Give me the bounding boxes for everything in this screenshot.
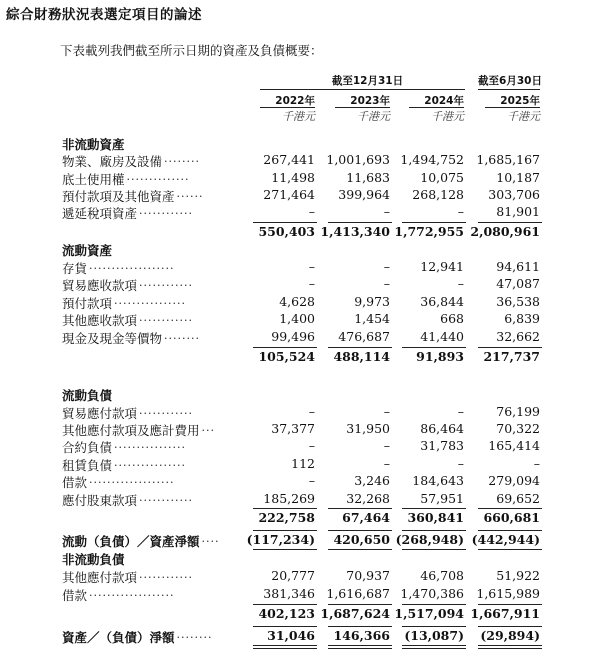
row-value: 36,538	[496, 294, 540, 309]
row-value: 1,470,386	[400, 586, 464, 601]
table-row	[0, 294, 607, 311]
section-header-row	[0, 386, 607, 403]
row-label: 非流動負債	[62, 552, 125, 567]
row-leader-dots: ...	[201, 421, 216, 434]
row-leader-dots: ...................	[89, 259, 175, 272]
row-value: 32,268	[346, 491, 390, 506]
row-value: 1,001,693	[326, 152, 390, 167]
subtotal-top-rule	[328, 604, 392, 605]
row-value: –	[308, 404, 315, 419]
row-value: 105,524	[258, 349, 315, 364]
subtotal-top-rule	[478, 508, 542, 509]
row-value: 303,706	[488, 187, 540, 202]
column-year: 2022年	[275, 95, 315, 107]
row-label: 租賃負債	[62, 458, 113, 473]
row-value: –	[533, 456, 540, 471]
row-label: 其他應付款項	[62, 570, 138, 585]
row-value: 11,683	[346, 170, 390, 185]
row-value: (268,948)	[395, 532, 464, 547]
table-row	[0, 170, 607, 187]
column-unit: 千港元	[507, 110, 540, 123]
row-label: 應付股東款項	[62, 493, 138, 508]
row-label: 合約負債	[62, 440, 113, 455]
column-group-label: 截至12月31日	[331, 75, 404, 87]
row-label: 流動資產	[62, 243, 113, 258]
subtotal-bottom-rule	[253, 549, 317, 550]
row-leader-dots: ................	[114, 294, 186, 307]
row-value: 3,246	[354, 473, 390, 488]
table-row	[0, 491, 607, 508]
row-label: 貿易應付款項	[62, 406, 138, 421]
section-header-row	[0, 550, 607, 567]
row-leader-dots: ..............	[126, 170, 190, 183]
row-value: –	[457, 404, 464, 419]
row-value: 2,080,961	[470, 224, 540, 239]
row-value: 1,667,911	[470, 606, 540, 621]
subtotal-top-rule	[253, 508, 317, 509]
row-value: 6,839	[504, 311, 540, 326]
row-value: 112	[291, 456, 315, 471]
row-value: 1,517,094	[394, 606, 464, 621]
row-leader-dots: ........	[164, 329, 200, 342]
row-value: 70,322	[496, 421, 540, 436]
table-row	[0, 204, 607, 221]
row-label: 借款	[62, 475, 88, 490]
row-label: 借款	[62, 588, 88, 603]
row-label: 底土使用權	[62, 172, 125, 187]
row-leader-dots: ............	[139, 568, 193, 581]
section-header-row	[0, 135, 607, 152]
subtotal-top-rule	[328, 530, 392, 531]
subtotal-top-rule	[328, 508, 392, 509]
row-value: 36,844	[420, 294, 464, 309]
row-value: 70,937	[346, 568, 390, 583]
row-value: (442,944)	[471, 532, 540, 547]
column-unit: 千港元	[357, 110, 390, 123]
column-group-label: 截至6月30日	[478, 75, 542, 87]
table-row	[0, 311, 607, 328]
double-rule	[402, 648, 466, 649]
row-value: 271,464	[263, 187, 315, 202]
row-label: 預付款項	[62, 296, 113, 311]
row-value: 76,199	[496, 404, 540, 419]
row-value: 31,783	[420, 438, 464, 453]
table-row	[0, 276, 607, 293]
double-rule	[253, 645, 317, 646]
row-value: 279,094	[488, 473, 540, 488]
row-label: 遞延稅項資產	[62, 206, 138, 221]
row-value: 41,440	[420, 329, 464, 344]
row-value: (29,894)	[480, 628, 540, 643]
row-value: 67,464	[342, 510, 390, 525]
row-value: 1,413,340	[320, 224, 390, 239]
row-leader-dots: ............	[139, 404, 193, 417]
subtotal-top-rule	[253, 222, 317, 223]
row-leader-dots: ............	[139, 204, 193, 217]
intro-text: 下表載列我們截至所示日期的資產及負債概要：	[60, 43, 323, 58]
row-label: 其他應付款項及應計費用	[62, 423, 200, 438]
row-label: 其他應收款項	[62, 313, 138, 328]
subtotal-bottom-rule	[402, 549, 466, 550]
table-row	[0, 532, 607, 549]
table-row	[0, 473, 607, 490]
row-value: 1,772,955	[394, 224, 464, 239]
column-year: 2025年	[500, 95, 540, 107]
subtotal-top-rule	[402, 508, 466, 509]
column-group-rule	[260, 89, 465, 90]
table-row	[0, 259, 607, 276]
row-value: 1,685,167	[476, 152, 540, 167]
row-label: 非流動資產	[62, 137, 125, 152]
subtotal-bottom-rule	[478, 549, 542, 550]
table-row	[0, 152, 607, 169]
subtotal-top-rule	[402, 530, 466, 531]
table-row	[0, 421, 607, 438]
double-rule	[402, 645, 466, 646]
section-header-row	[0, 241, 607, 258]
subtotal-top-rule	[402, 347, 466, 348]
double-rule	[478, 645, 542, 646]
row-value: 267,441	[263, 152, 315, 167]
subtotal-top-rule	[253, 604, 317, 605]
subtotal-top-rule	[402, 222, 466, 223]
row-value: –	[308, 473, 315, 488]
row-label: 流動負債	[62, 388, 113, 403]
row-value: 69,652	[496, 491, 540, 506]
table-row	[0, 187, 607, 204]
double-rule	[328, 645, 392, 646]
row-value: 146,366	[333, 628, 390, 643]
row-value: –	[457, 456, 464, 471]
row-value: 20,777	[271, 568, 315, 583]
row-leader-dots: ...................	[89, 473, 175, 486]
row-label: 貿易應收款項	[62, 278, 138, 293]
column-unit: 千港元	[431, 110, 464, 123]
row-value: 1,616,687	[326, 586, 390, 601]
row-value: 1,400	[279, 311, 315, 326]
row-value: 81,901	[496, 204, 540, 219]
row-value: 399,964	[338, 187, 390, 202]
row-leader-dots: ................	[114, 438, 186, 451]
row-value: 31,950	[346, 421, 390, 436]
row-leader-dots: ........	[176, 628, 213, 641]
row-leader-dots: ............	[139, 276, 193, 289]
row-value: 4,628	[279, 294, 315, 309]
subtotal-top-rule	[253, 530, 317, 531]
subtotal-row	[0, 349, 607, 366]
row-label: 現金及現金等價物	[62, 331, 163, 346]
row-value: 668	[440, 311, 464, 326]
row-value: 9,973	[354, 294, 390, 309]
row-value: 46,708	[420, 568, 464, 583]
row-value: –	[308, 204, 315, 219]
row-value: 32,662	[496, 329, 540, 344]
row-value: 1,687,624	[320, 606, 390, 621]
subtotal-row	[0, 224, 607, 241]
subtotal-top-rule	[253, 347, 317, 348]
table-row	[0, 568, 607, 585]
row-value: 1,494,752	[400, 152, 464, 167]
subtotal-top-rule	[328, 222, 392, 223]
row-value: –	[457, 204, 464, 219]
row-value: 10,075	[420, 170, 464, 185]
row-value: 217,737	[483, 349, 540, 364]
row-value: 222,758	[258, 510, 315, 525]
row-value: 37,377	[271, 421, 315, 436]
row-value: –	[308, 259, 315, 274]
subtotal-top-rule	[328, 626, 392, 627]
double-rule	[328, 648, 392, 649]
table-row	[0, 456, 607, 473]
table-row	[0, 404, 607, 421]
row-label: 預付款項及其他資產	[62, 189, 175, 204]
subtotal-top-rule	[402, 604, 466, 605]
row-label: 資產／（負債）淨額	[62, 630, 175, 645]
subtotal-top-rule	[328, 347, 392, 348]
subtotal-top-rule	[478, 604, 542, 605]
row-value: (13,087)	[404, 628, 464, 643]
row-value: 476,687	[338, 329, 390, 344]
row-value: –	[457, 276, 464, 291]
row-leader-dots: ......	[176, 187, 204, 200]
column-group-rule	[478, 89, 540, 90]
row-value: 185,269	[263, 491, 315, 506]
subtotal-top-rule	[402, 626, 466, 627]
row-value: 47,087	[496, 276, 540, 291]
table-row	[0, 628, 607, 645]
row-value: –	[308, 438, 315, 453]
column-year: 2023年	[350, 95, 390, 107]
row-leader-dots: ................	[114, 456, 186, 469]
table-row	[0, 586, 607, 603]
row-value: 550,403	[258, 224, 315, 239]
column-year: 2024年	[424, 95, 464, 107]
row-value: 10,187	[496, 170, 540, 185]
row-value: –	[383, 456, 390, 471]
column-unit: 千港元	[282, 110, 315, 123]
row-value: 31,046	[267, 628, 315, 643]
table-row	[0, 329, 607, 346]
row-value: 381,346	[263, 586, 315, 601]
subtotal-top-rule	[478, 222, 542, 223]
subtotal-top-rule	[478, 626, 542, 627]
subtotal-row	[0, 606, 607, 623]
row-value: –	[308, 276, 315, 291]
row-value: 99,496	[271, 329, 315, 344]
section-heading: 綜合財務狀況表選定項目的論述	[6, 7, 202, 23]
row-value: 420,650	[333, 532, 390, 547]
double-rule	[478, 648, 542, 649]
row-leader-dots: ............	[139, 311, 193, 324]
row-value: 1,454	[354, 311, 390, 326]
row-label: 物業、廠房及設備	[62, 154, 163, 169]
row-value: 402,123	[258, 606, 315, 621]
row-value: –	[383, 404, 390, 419]
row-label: 流動（負債）／資產淨額	[62, 534, 200, 549]
row-label: 存貨	[62, 261, 88, 276]
row-value: –	[383, 276, 390, 291]
row-value: 94,611	[496, 259, 540, 274]
row-leader-dots: ....	[201, 532, 220, 545]
row-value: –	[383, 438, 390, 453]
row-leader-dots: ........	[164, 152, 200, 165]
row-value: 660,681	[483, 510, 540, 525]
row-value: 488,114	[333, 349, 390, 364]
row-value: 268,128	[412, 187, 464, 202]
row-value: 12,941	[420, 259, 464, 274]
row-value: 86,464	[420, 421, 464, 436]
row-leader-dots: ............	[139, 491, 193, 504]
table-row	[0, 438, 607, 455]
subtotal-row	[0, 510, 607, 527]
row-value: 11,498	[271, 170, 315, 185]
row-leader-dots: ...................	[89, 586, 175, 599]
row-value: –	[383, 259, 390, 274]
row-value: –	[383, 204, 390, 219]
row-value: 57,951	[420, 491, 464, 506]
row-value: 165,414	[488, 438, 540, 453]
row-value: 1,615,989	[476, 586, 540, 601]
row-value: 360,841	[407, 510, 464, 525]
row-value: (117,234)	[246, 532, 315, 547]
double-rule	[253, 648, 317, 649]
row-value: 184,643	[412, 473, 464, 488]
subtotal-top-rule	[253, 626, 317, 627]
subtotal-bottom-rule	[328, 549, 392, 550]
row-value: 51,922	[496, 568, 540, 583]
subtotal-top-rule	[478, 347, 542, 348]
subtotal-top-rule	[478, 530, 542, 531]
row-value: 91,893	[416, 349, 464, 364]
